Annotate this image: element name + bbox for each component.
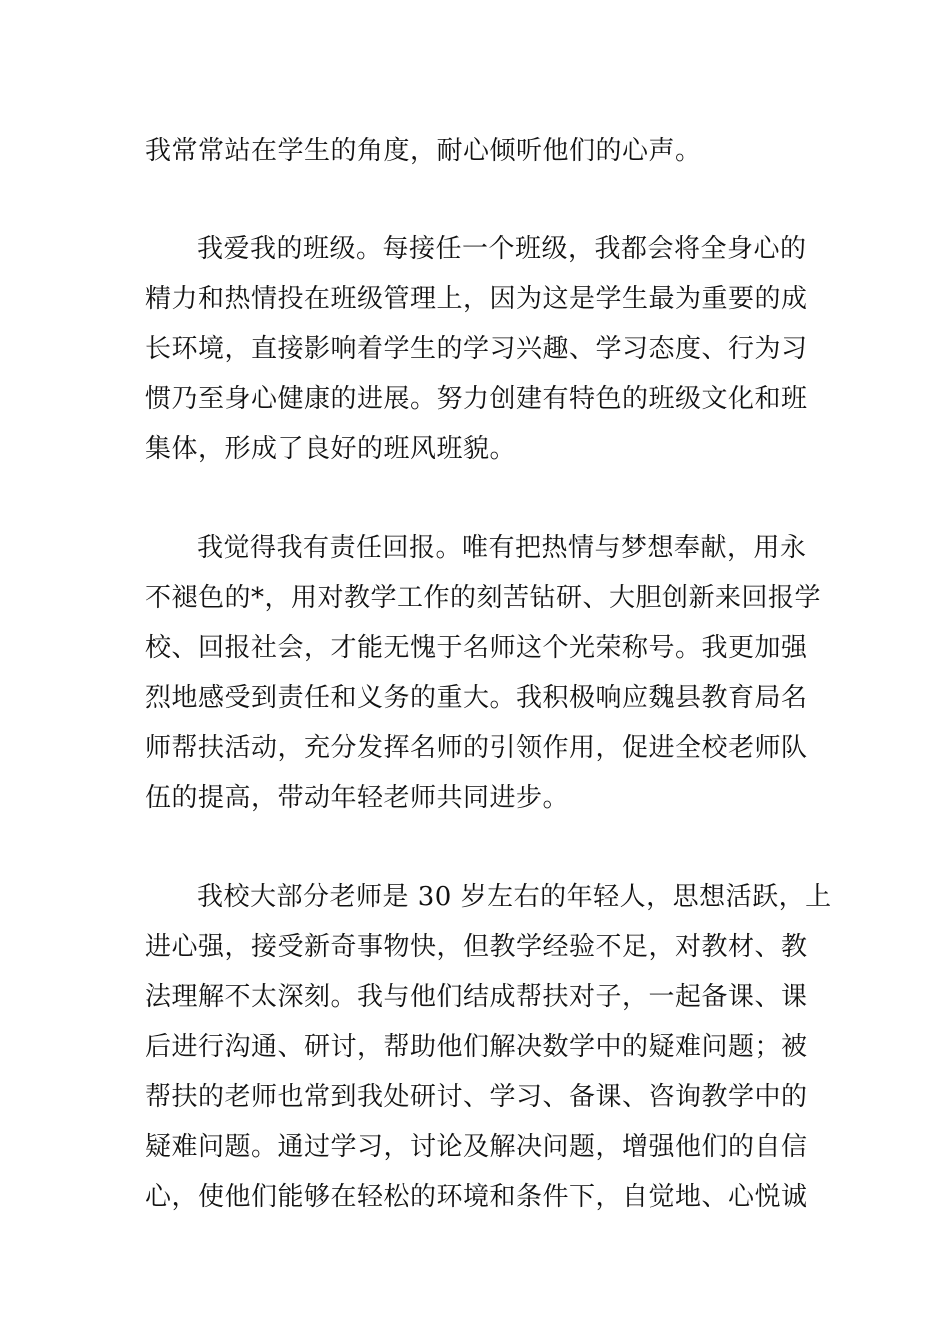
paragraph-line: 法理解不太深刻。我与他们结成帮扶对子，一起备课、课 xyxy=(145,982,808,1012)
paragraph-line: 不褪色的*，用对教学工作的刻苦钻研、大胆创新来回报学 xyxy=(145,583,822,613)
paragraph-line: 精力和热情投在班级管理上，因为这是学生最为重要的成 xyxy=(145,284,808,314)
paragraph-line: 校、回报社会，才能无愧于名师这个光荣称号。我更加强 xyxy=(145,633,808,663)
paragraph-line: 烈地感受到责任和义务的重大。我积极响应魏县教育局名 xyxy=(145,683,808,713)
paragraph-line: 帮扶的老师也常到我处研讨、学习、备课、咨询教学中的 xyxy=(145,1082,808,1112)
paragraph-line: 伍的提高，带动年轻老师共同进步。 xyxy=(145,783,570,813)
paragraph-line: 我觉得我有责任回报。唯有把热情与梦想奉献，用永 xyxy=(197,533,807,563)
paragraph-line: 我常常站在学生的角度，耐心倾听他们的心声。 xyxy=(145,136,702,166)
paragraph-line: 疑难问题。通过学习，讨论及解决问题，增强他们的自信 xyxy=(145,1132,808,1162)
paragraph-line: 我校大部分老师是 30 岁左右的年轻人，思想活跃，上 xyxy=(197,882,832,912)
paragraph-line: 长环境，直接影响着学生的学习兴趣、学习态度、行为习 xyxy=(145,334,808,364)
paragraph-line: 我爱我的班级。每接任一个班级，我都会将全身心的 xyxy=(197,234,807,264)
paragraph-line: 后进行沟通、研讨，帮助他们解决数学中的疑难问题；被 xyxy=(145,1032,808,1062)
paragraph-line: 惯乃至身心健康的进展。努力创建有特色的班级文化和班 xyxy=(145,384,808,414)
paragraph-line: 进心强，接受新奇事物快，但教学经验不足，对教材、教 xyxy=(145,932,808,962)
paragraph-line: 集体，形成了良好的班风班貌。 xyxy=(145,434,517,464)
paragraph-line: 心，使他们能够在轻松的环境和条件下，自觉地、心悦诚 xyxy=(145,1182,808,1212)
paragraph-line: 师帮扶活动，充分发挥名师的引领作用，促进全校老师队 xyxy=(145,733,808,763)
